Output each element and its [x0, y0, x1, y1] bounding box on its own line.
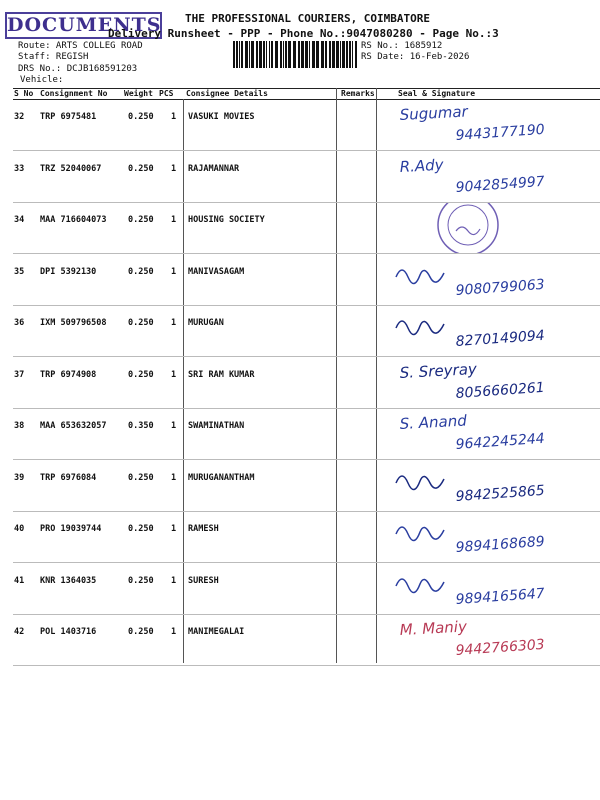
weight-cell: 0.250 [128, 318, 154, 328]
pcs-cell: 1 [171, 369, 177, 380]
barcode-bar [346, 41, 348, 68]
barcode-bar [312, 41, 315, 68]
table-row [13, 461, 600, 512]
pcs-cell: 1 [171, 163, 177, 174]
weight-cell: 0.250 [128, 627, 154, 637]
barcode-bar [288, 41, 291, 68]
consignment-cell: MAA 716604073 [40, 215, 107, 225]
pcs-cell: 1 [171, 215, 177, 225]
sno-cell: 34 [14, 215, 25, 225]
signature-phone: 9442766303 [455, 636, 546, 659]
pcs-cell: 1 [171, 421, 177, 431]
barcode-bar [280, 41, 282, 68]
signature-phone: 9842525865 [455, 482, 546, 505]
consignee-cell: MANIVASAGAM [188, 266, 245, 277]
documents-stamp: DOCUMENTS [5, 12, 162, 39]
barcode-bar [236, 41, 238, 68]
barcode [233, 41, 357, 68]
barcode-bar [301, 41, 304, 68]
consignment-cell: IXM 509796508 [40, 318, 107, 328]
barcode-bar [285, 41, 287, 68]
consignment-cell: PRO 19039744 [40, 524, 102, 534]
signature-name: S. Anand [399, 411, 468, 433]
table-row [13, 255, 600, 306]
sno-cell: 36 [14, 318, 25, 328]
barcode-bar [316, 41, 319, 68]
barcode-bar [275, 41, 278, 68]
weight-cell: 0.250 [128, 369, 154, 380]
signature-phone: 8056660261 [455, 379, 546, 402]
barcode-bar [249, 41, 250, 68]
consignee-cell: SRI RAM KUMAR [188, 369, 255, 380]
signature-area [378, 564, 600, 615]
barcode-bar [309, 41, 310, 68]
signature-area [378, 615, 600, 666]
seal-scribble [456, 227, 480, 235]
signature-phone: 9894165647 [455, 585, 546, 608]
consignment-cell: POL 1403716 [40, 627, 97, 637]
col-header-pcs: PCS [159, 89, 174, 98]
seal-inner-ring [448, 205, 488, 245]
barcode-bar [325, 41, 327, 68]
pcs-cell: 1 [171, 318, 177, 328]
barcode-bar [293, 41, 296, 68]
col-header-consignment: Consignment No [40, 89, 108, 98]
consignee-cell: MURUGANANTHAM [188, 472, 255, 483]
sno-cell: 39 [14, 472, 25, 483]
vehicle-label: Vehicle: [20, 75, 64, 85]
table-row [13, 512, 600, 563]
signature-phone: 9894168689 [455, 533, 546, 556]
rs-date: RS Date: 16-Feb-2026 [361, 52, 470, 62]
signature-scribble [396, 476, 444, 490]
table-row [13, 409, 600, 460]
row-divider [13, 665, 600, 666]
consignment-cell: TRP 6976084 [40, 472, 97, 483]
pcs-cell: 1 [171, 472, 177, 483]
barcode-bar [342, 41, 345, 68]
consignment-cell: MAA 653632057 [40, 421, 107, 431]
barcode-bar [329, 41, 331, 68]
barcode-bar [245, 41, 248, 68]
barcode-bar [256, 41, 258, 68]
runsheet-subtitle: Delivery Runsheet - PPP - Phone No.:9047080280 - Page No.:3 [108, 27, 499, 40]
signature-phone: 9642245244 [455, 430, 546, 453]
signature-name: M. Maniy [399, 617, 468, 639]
barcode-bar [263, 41, 265, 68]
barcode-bar [321, 41, 324, 68]
consignee-cell: SWAMINATHAN [188, 421, 245, 431]
consignment-cell: TRP 6975481 [40, 112, 97, 122]
signature-scribble [396, 527, 444, 541]
barcode-bar [298, 41, 300, 68]
signature-area [378, 512, 600, 563]
signature-phone: 8270149094 [455, 327, 546, 350]
consignee-cell: SURESH [188, 575, 219, 586]
signature-area [378, 255, 600, 306]
table-row [13, 358, 600, 409]
signature-name: Sugumar [399, 102, 469, 124]
pcs-cell: 1 [171, 112, 177, 122]
barcode-bar [355, 41, 357, 68]
table-row [13, 100, 600, 151]
signature-phone: 9042854997 [455, 173, 546, 196]
sno-cell: 33 [14, 163, 25, 174]
consignee-cell: RAMESH [188, 524, 219, 534]
signature-area [378, 306, 600, 357]
consignment-cell: DPI 5392130 [40, 266, 97, 277]
consignment-cell: TRZ 52040067 [40, 163, 102, 174]
sno-cell: 42 [14, 627, 25, 637]
consignment-cell: KNR 1364035 [40, 575, 97, 586]
signature-area [378, 461, 600, 512]
weight-cell: 0.250 [128, 575, 154, 586]
sno-cell: 41 [14, 575, 25, 586]
pcs-cell: 1 [171, 627, 177, 637]
route-label: Route: ARTS COLLEG ROAD [18, 41, 143, 51]
signature-area [378, 203, 600, 254]
table-row [13, 564, 600, 615]
barcode-bar [259, 41, 262, 68]
barcode-bar [336, 41, 339, 68]
sno-cell: 40 [14, 524, 25, 534]
signature-area [378, 358, 600, 409]
signature-scribble [396, 321, 444, 335]
table-row [13, 203, 600, 254]
barcode-bar [332, 41, 335, 68]
staff-label: Staff: REGISH [18, 52, 89, 62]
signature-phone: 9080799063 [455, 276, 546, 299]
col-header-signature: Seal & Signature [398, 89, 476, 98]
consignee-cell: MANIMEGALAI [188, 627, 245, 637]
rs-number: RS No.: 1685912 [361, 41, 443, 51]
company-title: THE PROFESSIONAL COURIERS, COIMBATORE [185, 12, 431, 25]
weight-cell: 0.350 [128, 421, 154, 431]
weight-cell: 0.250 [128, 524, 154, 534]
signature-name: S. Sreyray [399, 359, 478, 382]
signature-scribble [396, 270, 444, 284]
consignee-cell: MURUGAN [188, 318, 224, 328]
sno-cell: 32 [14, 112, 25, 122]
weight-cell: 0.250 [128, 163, 154, 174]
barcode-bar [349, 41, 351, 68]
barcode-bar [251, 41, 254, 68]
weight-cell: 0.250 [128, 472, 154, 483]
barcode-bar [241, 41, 243, 68]
table-row [13, 152, 600, 203]
col-header-weight: Weight [124, 89, 153, 98]
sno-cell: 35 [14, 266, 25, 277]
sno-cell: 38 [14, 421, 25, 431]
barcode-bar [283, 41, 284, 68]
weight-cell: 0.250 [128, 215, 154, 225]
consignment-cell: TRP 6974908 [40, 369, 97, 380]
barcode-bar [340, 41, 341, 68]
col-header-remarks: Remarks [341, 89, 375, 98]
pcs-cell: 1 [171, 266, 177, 277]
barcode-bar [271, 41, 273, 68]
weight-cell: 0.250 [128, 112, 154, 122]
signature-area [378, 409, 600, 460]
signature-area [378, 152, 600, 203]
pcs-cell: 1 [171, 575, 177, 586]
weight-cell: 0.250 [128, 266, 154, 277]
barcode-bar [305, 41, 308, 68]
col-header-consignee: Consignee Details [186, 89, 268, 98]
col-header-sno: S No [14, 89, 34, 98]
signature-scribble [396, 579, 444, 593]
table-row [13, 615, 600, 666]
seal-outer-ring [438, 203, 498, 254]
consignee-cell: RAJAMANNAR [188, 163, 240, 174]
barcode-bar [352, 41, 353, 68]
drs-number: DRS No.: DCJB168591203 [18, 64, 138, 74]
barcode-bar [269, 41, 270, 68]
consignee-cell: VASUKI MOVIES [188, 112, 255, 122]
table-row [13, 306, 600, 357]
signature-name: R.Ady [399, 155, 445, 176]
barcode-bar [233, 41, 235, 68]
barcode-bar [266, 41, 267, 68]
sno-cell: 37 [14, 369, 25, 380]
barcode-bar [239, 41, 240, 68]
pcs-cell: 1 [171, 524, 177, 534]
signature-phone: 9443177190 [455, 121, 546, 144]
signature-area [378, 100, 600, 151]
consignee-cell: HOUSING SOCIETY [188, 215, 265, 225]
